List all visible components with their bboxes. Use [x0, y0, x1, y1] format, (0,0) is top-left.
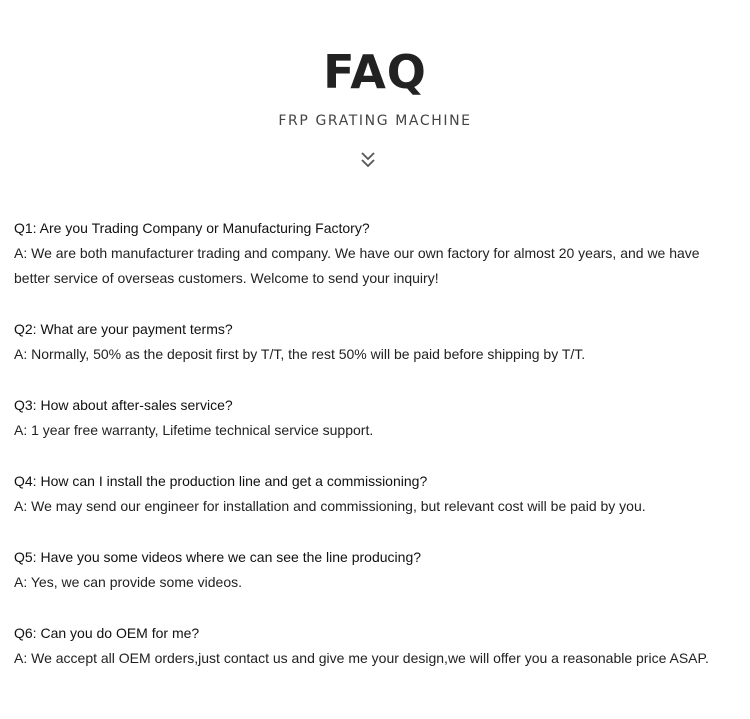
- faq-answer: A: We are both manufacturer trading and company. We have our own factory for almost 20 years, and we have better service of overseas customers. Welcome to send your inquiry!: [14, 245, 704, 286]
- faq-item-3: [14, 393, 734, 443]
- double-chevron-down-icon: [359, 151, 377, 171]
- faq-question: Q5: Have you some videos where we can see the line producing?: [14, 549, 422, 565]
- faq-answer: A: We accept all OEM orders,just contact us and give me your design,we will offer you a reasonable price ASAP.: [14, 650, 709, 666]
- faq-answer: A: Yes, we can provide some videos.: [14, 574, 243, 590]
- faq-answer: A: Normally, 50% as the deposit first by T/T, the rest 50% will be paid before shipping by T/T.: [14, 346, 586, 362]
- faq-item-5: [14, 545, 734, 595]
- faq-answer: A: 1 year free warranty, Lifetime technical service support.: [14, 422, 374, 438]
- faq-item-1: [14, 216, 734, 291]
- faq-question: Q2: What are your payment terms?: [14, 321, 233, 337]
- faq-item-6: [14, 621, 734, 671]
- page-title: FAQ: [323, 45, 427, 99]
- faq-question: Q4: How can I install the production line and get a commissioning?: [14, 473, 428, 489]
- faq-question: Q3: How about after-sales service?: [14, 397, 233, 413]
- faq-answer: A: We may send our engineer for installation and commissioning, but relevant cost will be paid by you.: [14, 498, 646, 514]
- faq-question: Q1: Are you Trading Company or Manufacturing Factory?: [14, 220, 370, 236]
- faq-question: Q6: Can you do OEM for me?: [14, 625, 200, 641]
- faq-item-4: [14, 469, 734, 519]
- faq-item-2: [14, 317, 734, 367]
- faq-list: [14, 216, 734, 671]
- page-subtitle: FRP GRATING MACHINE: [278, 113, 472, 129]
